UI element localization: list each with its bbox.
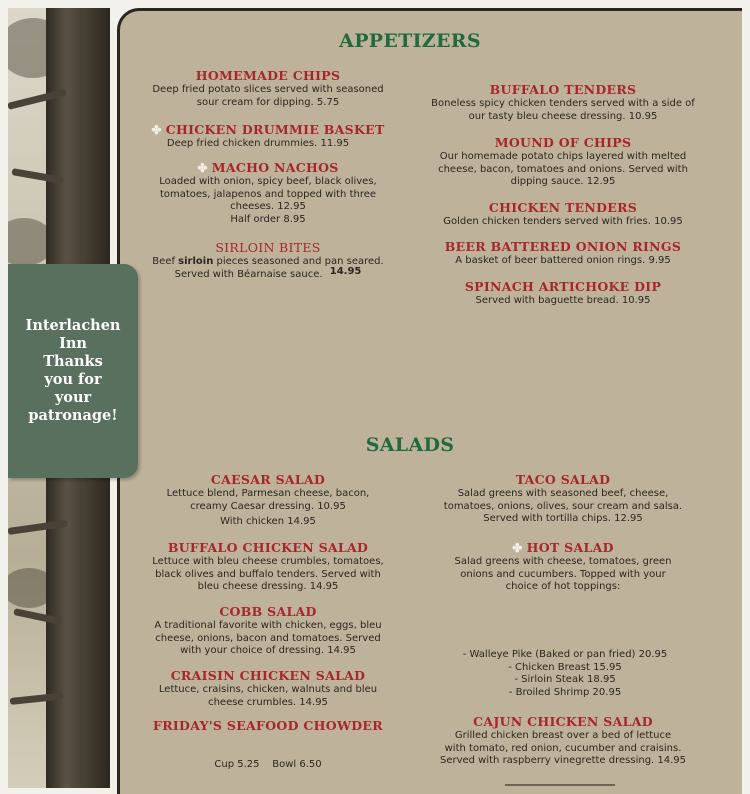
item-desc xyxy=(148,734,388,794)
item-desc xyxy=(148,176,388,226)
desc-line: sour cream for dipping. 5.75 xyxy=(196,96,340,108)
item-desc xyxy=(418,98,708,123)
desc-line: A basket of beer battered onion rings. 9.95 xyxy=(455,255,671,266)
item-title: HOMEMADE CHIPS xyxy=(195,68,341,83)
menu-item-craisin-chicken-salad xyxy=(148,668,388,709)
item-title: SPINACH ARTICHOKE DIP xyxy=(464,279,662,294)
menu-item-buffalo-tenders xyxy=(418,82,708,123)
item-desc xyxy=(418,488,708,526)
topping-item: - Walleye Pike (Baked or pan fried) 20.95 xyxy=(462,649,668,660)
desc-line: Lettuce with bleu cheese crumbles, tomatoes, xyxy=(152,556,384,567)
item-title: BUFFALO TENDERS xyxy=(489,82,637,97)
menu-item-spinach-artichoke-dip xyxy=(418,279,708,308)
menu-item-cobb-salad xyxy=(148,604,388,658)
clover-icon: ✤ xyxy=(197,161,208,175)
menu-item-cajun-chicken-salad xyxy=(418,714,708,768)
cut-off-heading xyxy=(505,784,615,794)
desc-line: Salad greens with cheese, tomatoes, green xyxy=(454,556,672,567)
item-title: CRAISIN CHICKEN SALAD xyxy=(170,668,366,683)
thanks-line: Thanks xyxy=(43,353,103,370)
desc-line: Salad greens with seasoned beef, cheese, xyxy=(457,488,669,499)
item-desc xyxy=(128,138,388,151)
desc-line: Deep fried potato slices served with seasoned xyxy=(152,84,384,95)
menu-item-chicken-tenders xyxy=(418,200,708,229)
desc-line: Grilled chicken breast over a bed of lettuce xyxy=(454,730,672,741)
desc-line: Served with baguette bread. 10.95 xyxy=(475,295,651,306)
desc-line xyxy=(148,265,388,282)
desc-line: cheeses. 12.95 xyxy=(230,201,306,212)
thanks-box xyxy=(8,264,138,478)
item-desc xyxy=(418,255,708,268)
item-title: CAJUN CHICKEN SALAD xyxy=(473,714,653,729)
item-title-text: MACHO NACHOS xyxy=(211,160,339,175)
item-title: BUFFALO CHICKEN SALAD xyxy=(167,540,369,555)
menu-item-macho-nachos xyxy=(148,160,388,226)
desc-line: with tomato, red onion, cucumber and craisins. xyxy=(444,742,682,754)
desc-line: Cup 5.25 Bowl 6.50 xyxy=(214,759,322,770)
desc-line: A traditional favorite with chicken, eggs, bleu xyxy=(154,620,382,631)
desc-line: our tasty bleu cheese dressing. 10.95 xyxy=(468,110,658,122)
desc-text: Beef xyxy=(152,256,179,267)
desc-line: cheese, bacon, tomatoes and onions. Served with xyxy=(438,163,688,175)
desc-line: Lettuce blend, Parmesan cheese, bacon, xyxy=(166,488,370,499)
desc-line: choice of hot toppings: xyxy=(505,581,621,592)
desc-line: Boneless spicy chicken tenders served with a side of xyxy=(431,98,695,109)
price: 14.95 xyxy=(329,265,362,277)
item-title: MOUND OF CHIPS xyxy=(494,135,632,150)
item-title-text: HOT SALAD xyxy=(526,540,614,555)
item-title: FRIDAY'S SEAFOOD CHOWDER xyxy=(153,718,383,733)
desc-line: onions and cucumbers. Topped with your xyxy=(460,568,666,580)
item-desc xyxy=(148,556,388,594)
desc-line: black olives and buffalo tenders. Served with xyxy=(155,568,381,580)
item-desc xyxy=(418,216,708,229)
item-title: COBB SALAD xyxy=(219,604,317,619)
menu-item-chicken-drummie xyxy=(148,122,388,151)
item-desc xyxy=(418,295,708,308)
item-title: CHICKEN TENDERS xyxy=(488,200,638,215)
item-title xyxy=(418,540,708,556)
item-title: TACO SALAD xyxy=(515,472,611,487)
desc-line: Half order 8.95 xyxy=(230,213,306,225)
desc-line: Loaded with onion, spicy beef, black olives, xyxy=(159,176,377,187)
thanks-line: patronage! xyxy=(28,407,118,424)
desc-line: Golden chicken tenders served with fries. 10.95 xyxy=(443,216,683,227)
desc-line: bleu cheese dressing. 14.95 xyxy=(197,581,339,592)
menu-item-mound-of-chips xyxy=(418,135,708,189)
salads-heading: SALADS xyxy=(365,434,455,456)
topping-item: - Broiled Shrimp 20.95 xyxy=(508,686,622,698)
desc-line: with your choice of dressing. 14.95 xyxy=(180,645,356,656)
topping-item: - Sirloin Steak 18.95 xyxy=(514,674,616,685)
desc-line: Lettuce, craisins, chicken, walnuts and bleu xyxy=(158,684,378,695)
item-title xyxy=(148,122,388,138)
menu-item-taco-salad xyxy=(418,472,708,526)
thanks-line: your xyxy=(54,389,92,406)
topping-item: - Chicken Breast 15.95 xyxy=(508,661,622,673)
item-desc xyxy=(148,488,388,529)
desc-line: tomatoes, onions, olives, sour cream and salsa. xyxy=(443,500,683,512)
desc-line: Served with tortilla chips. 12.95 xyxy=(483,513,643,524)
item-desc xyxy=(148,684,388,709)
desc-text: Served with Béarnaise sauce. xyxy=(174,268,323,280)
clover-icon: ✤ xyxy=(151,123,162,137)
appetizers-heading: APPETIZERS xyxy=(339,30,481,52)
desc-bold-text: sirloin xyxy=(178,256,214,267)
item-desc xyxy=(148,84,388,109)
item-desc xyxy=(148,620,388,658)
hot-toppings-list xyxy=(440,649,690,699)
menu-item-caesar-salad xyxy=(148,472,388,529)
desc-line: creamy Caesar dressing. 10.95 xyxy=(190,500,346,512)
menu-item-beer-battered-onion-rings xyxy=(418,239,708,268)
item-desc xyxy=(418,730,708,768)
item-title: CAESAR SALAD xyxy=(210,472,326,487)
item-title-text: CHICKEN DRUMMIE BASKET xyxy=(165,122,385,137)
menu-item-hot-salad xyxy=(418,540,708,594)
desc-line: cheese crumbles. 14.95 xyxy=(208,696,328,708)
clover-icon: ✤ xyxy=(512,541,523,555)
desc-line: tomatoes, jalapenos and topped with three xyxy=(159,188,377,200)
item-desc xyxy=(418,556,708,594)
item-desc xyxy=(418,151,708,189)
menu-item-sirloin-bites xyxy=(148,240,388,281)
item-desc xyxy=(148,256,388,281)
thanks-line: you for xyxy=(44,371,102,388)
desc-text: pieces seasoned and pan seared. xyxy=(213,256,384,267)
desc-line: cheese, onions, bacon and tomatoes. Served xyxy=(155,632,381,644)
thanks-message xyxy=(12,317,134,425)
thanks-line: Inn xyxy=(59,335,87,352)
desc-line: dipping sauce. 12.95 xyxy=(510,176,616,187)
menu-item-buffalo-chicken-salad xyxy=(148,540,388,594)
item-title xyxy=(148,160,388,176)
desc-line: Our homemade potato chips layered with melted xyxy=(439,151,687,162)
desc-line: Served with raspberry vinegrette dressing. 14.95 xyxy=(439,755,687,766)
thanks-line: Interlachen xyxy=(25,317,121,334)
desc-line: Deep fried chicken drummies. 11.95 xyxy=(166,138,350,149)
menu-item-seafood-chowder xyxy=(148,718,388,794)
item-title: SIRLOIN BITES xyxy=(215,240,321,255)
item-title: BEER BATTERED ONION RINGS xyxy=(444,239,682,254)
menu-item-homemade-chips xyxy=(148,68,388,109)
desc-line: With chicken 14.95 xyxy=(220,516,316,527)
